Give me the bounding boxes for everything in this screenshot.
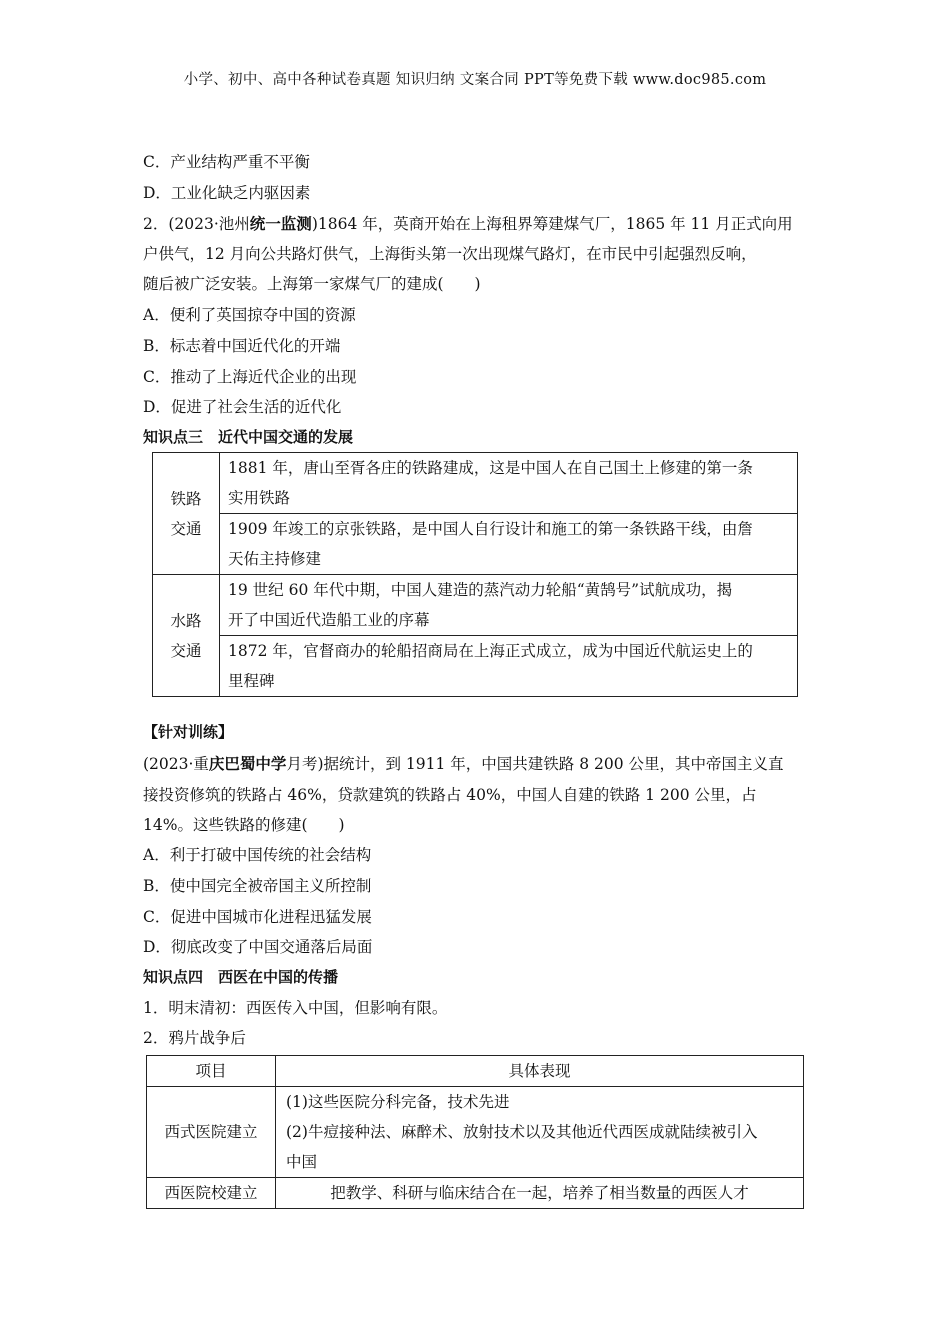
water-label-2: 交通: [170, 641, 202, 660]
rail-item-2: [220, 514, 798, 575]
practice-option-d: D．彻底改变了中国交通落后局面: [143, 938, 373, 956]
prev-question-option-c: C．产业结构严重不平衡: [143, 153, 310, 171]
rail-label-1: 铁路: [170, 489, 202, 508]
practice-source: 庆巴蜀中学: [208, 755, 287, 773]
prev-question-option-d: D．工业化缺乏内驱因素: [143, 184, 311, 202]
water-item-1-line-1: 19 世纪 60 年代中期，中国人建造的蒸汽动力轮船“黄鹄号”试航成功，揭: [228, 581, 733, 599]
transport-table: [152, 452, 798, 697]
water-item-2: [220, 636, 798, 697]
hospital-detail-line-2: (2)牛痘接种法、麻醉术、放射技术以及其他近代西医成就陆续被引入: [286, 1123, 758, 1141]
hospital-detail-line-3: 中国: [286, 1153, 318, 1171]
question-2-line-1: [143, 212, 793, 234]
table-header-item: 项目: [147, 1056, 276, 1087]
question-2-option-a: A．便利了英国掠夺中国的资源: [143, 306, 356, 324]
water-label-1: 水路: [170, 611, 202, 630]
section-4-item-1: 1．明末清初：西医传入中国，但影响有限。: [143, 999, 448, 1017]
water-category-cell: [153, 575, 220, 697]
practice-option-b: B．使中国完全被帝国主义所控制: [143, 877, 372, 895]
school-label: 西医院校建立: [147, 1178, 276, 1209]
question-2-option-b: B．标志着中国近代化的开端: [143, 337, 341, 355]
rail-item-1-line-2: 实用铁路: [228, 489, 291, 507]
hospital-detail: [276, 1087, 804, 1178]
rail-item-2-line-2: 天佑主持修建: [228, 550, 322, 568]
section-4-title: 知识点四 西医在中国的传播: [143, 968, 339, 986]
practice-stem-start: 月考)据统计，到 1911 年，中国共建铁路 8 200 公里，其中帝国主义直: [286, 755, 784, 773]
page-header: 小学、初中、高中各种试卷真题 知识归纳 文案合同 PPT等免费下载 www.doc985.com: [183, 72, 767, 88]
practice-title: 【针对训练】: [143, 723, 234, 741]
water-item-2-line-2: 里程碑: [228, 672, 275, 690]
question-2-stem-start: )1864 年，英商开始在上海租界筹建煤气厂，1865 年 11 月正式向用: [311, 215, 793, 233]
question-2-prefix: 2．(2023·池州: [143, 215, 250, 233]
practice-option-c: C．促进中国城市化进程迅猛发展: [143, 908, 372, 926]
rail-item-2-line-1: 1909 年竣工的京张铁路，是中国人自行设计和施工的第一条铁路干线，由詹: [228, 520, 753, 538]
water-item-1: [220, 575, 798, 636]
rail-category-cell: [153, 453, 220, 575]
practice-option-a: A．利于打破中国传统的社会结构: [143, 846, 372, 864]
question-2-option-d: D．促进了社会生活的近代化: [143, 398, 342, 416]
rail-label-2: 交通: [170, 519, 202, 538]
rail-item-1-line-1: 1881 年，唐山至胥各庄的铁路建成，这是中国人在自己国土上修建的第一条: [228, 459, 753, 477]
water-item-2-line-1: 1872 年，官督商办的轮船招商局在上海正式成立，成为中国近代航运史上的: [228, 642, 753, 660]
hospital-detail-line-1: (1)这些医院分科完备，技术先进: [286, 1093, 510, 1111]
school-detail: 把教学、科研与临床结合在一起，培养了相当数量的西医人才: [276, 1178, 804, 1209]
rail-item-1: [220, 453, 798, 514]
practice-line-3: 14%。这些铁路的修建( ): [143, 816, 345, 834]
section-4-item-2: 2．鸦片战争后: [143, 1029, 246, 1047]
water-item-1-line-2: 开了中国近代造船工业的序幕: [228, 611, 430, 629]
practice-line-2: 接投资修筑的铁路占 46%，贷款建筑的铁路占 40%，中国人自建的铁路 1 200 公里，占: [143, 786, 757, 804]
hospital-label: 西式医院建立: [147, 1087, 276, 1178]
western-medicine-table: [146, 1055, 804, 1209]
question-2-option-c: C．推动了上海近代企业的出现: [143, 368, 357, 386]
question-2-line-3: 随后被广泛安装。上海第一家煤气厂的建成( ): [143, 275, 481, 293]
practice-line-1: [143, 752, 784, 774]
question-2-line-2: 户供气，12 月向公共路灯供气，上海街头第一次出现煤气路灯，在市民中引起强烈反响，: [143, 245, 757, 263]
question-2-source: 统一监测: [249, 215, 312, 233]
section-3-title: 知识点三 近代中国交通的发展: [143, 428, 354, 446]
table-header-detail: 具体表现: [276, 1056, 804, 1087]
practice-prefix: (2023·重: [143, 755, 209, 773]
